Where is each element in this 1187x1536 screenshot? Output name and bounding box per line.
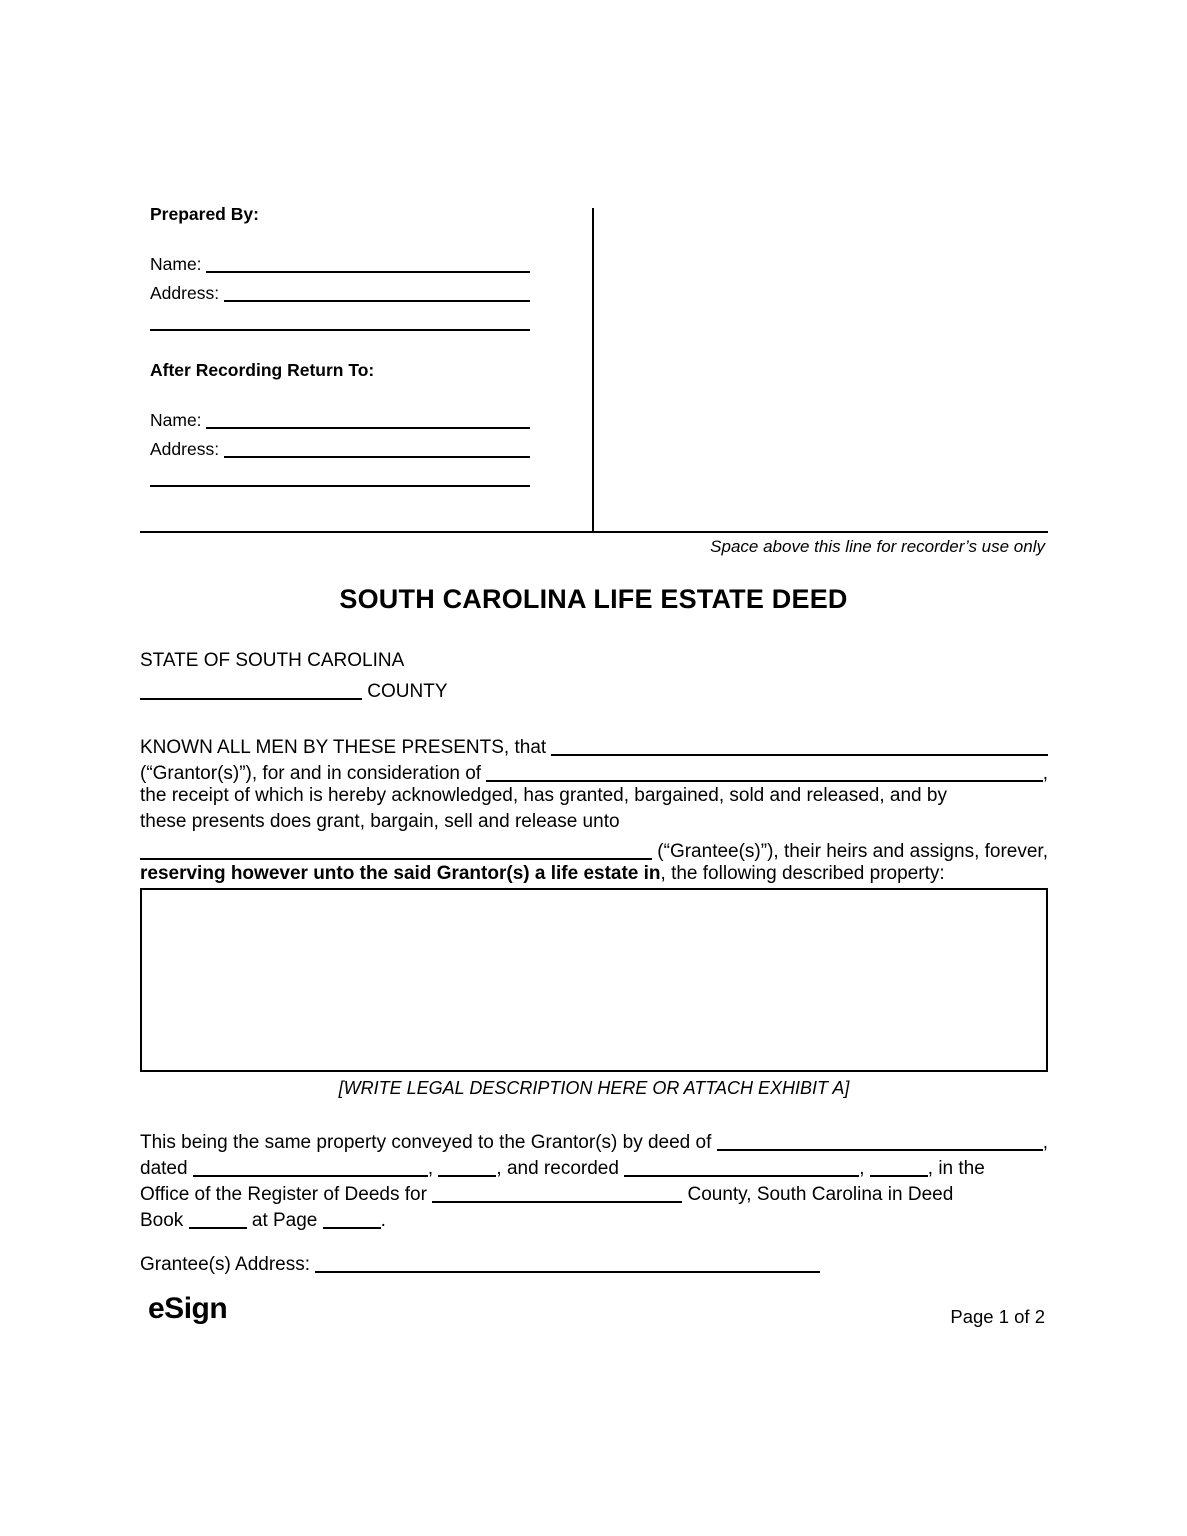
after-recording-heading: After Recording Return To: <box>150 360 375 380</box>
blank-field[interactable] <box>193 1155 428 1177</box>
text-line <box>140 861 1048 887</box>
text-segment: Office of the Register of Deeds for <box>140 1183 433 1205</box>
text-segment: , <box>859 1157 870 1179</box>
text-line <box>140 731 1048 757</box>
text-segment: , <box>427 1157 439 1179</box>
text-line <box>140 809 1048 835</box>
text-line <box>140 1178 1048 1204</box>
blank-field[interactable] <box>624 1155 859 1177</box>
text-segment: , the following described property: <box>660 863 945 884</box>
vertical-divider <box>592 208 594 533</box>
text-segment: , and recorded <box>496 1157 625 1179</box>
prepared-by-fields <box>150 250 530 337</box>
text-line <box>140 835 1048 861</box>
blank-field[interactable] <box>150 467 530 487</box>
text-segment: , <box>1042 762 1048 784</box>
text-line <box>150 250 530 279</box>
blank-field[interactable] <box>323 1207 381 1229</box>
blank-field[interactable] <box>870 1155 928 1177</box>
grantee-address-line <box>140 1248 1048 1274</box>
blank-field[interactable] <box>206 409 530 429</box>
page-indicator: Page 1 of 2 <box>950 1306 1045 1327</box>
granting-clause-paragraph <box>140 731 1048 887</box>
text-segment: STATE OF SOUTH CAROLINA <box>140 650 405 671</box>
legal-description-caption: [WRITE LEGAL DESCRIPTION HERE OR ATTACH EXHIBIT A] <box>338 1078 850 1098</box>
text-line <box>140 757 1048 783</box>
text-segment: . <box>380 1209 386 1231</box>
blank-field[interactable] <box>717 1129 1043 1151</box>
text-line <box>140 1248 1048 1274</box>
text-segment: Book <box>140 1209 189 1231</box>
blank-field[interactable] <box>140 838 652 860</box>
blank-field[interactable] <box>206 253 530 273</box>
blank-field[interactable] <box>140 678 362 700</box>
esign-logo: eSign <box>148 1292 228 1325</box>
text-segment: at Page <box>246 1209 323 1231</box>
text-line <box>140 675 1048 704</box>
blank-field[interactable] <box>315 1251 820 1273</box>
blank-field[interactable] <box>189 1207 247 1229</box>
conveyance-clause-paragraph <box>140 1126 1048 1230</box>
text-line <box>150 435 530 464</box>
text-segment: County, South Carolina in Deed <box>682 1183 954 1205</box>
prepared-by-heading: Prepared By: <box>150 204 259 224</box>
text-segment: Name: <box>150 410 207 431</box>
recorder-use-note: Space above this line for recorder’s use only <box>710 537 1045 556</box>
blank-field[interactable] <box>551 734 1048 756</box>
text-line <box>140 646 1048 675</box>
blank-field[interactable] <box>486 760 1042 782</box>
text-line <box>140 783 1048 809</box>
text-segment: KNOWN ALL MEN BY THESE PRESENTS, that <box>140 736 552 758</box>
bold-text-segment: reserving however unto the said Grantor(s) a life estate in <box>140 863 661 884</box>
text-segment: Name: <box>150 254 207 275</box>
text-segment: the receipt of which is hereby acknowledged, has granted, bargained, sold and released, and by <box>140 785 947 806</box>
text-line <box>140 1152 1048 1178</box>
text-segment: (“Grantee(s)”), their heirs and assigns, forever, <box>652 840 1048 862</box>
text-line <box>150 464 530 493</box>
text-segment: COUNTY <box>362 680 448 702</box>
text-segment: Address: <box>150 439 224 460</box>
text-segment: Address: <box>150 283 224 304</box>
text-segment: , <box>1042 1131 1048 1153</box>
blank-field[interactable] <box>432 1181 682 1203</box>
text-line <box>140 1126 1048 1152</box>
blank-field[interactable] <box>224 282 530 302</box>
document-title: SOUTH CAROLINA LIFE ESTATE DEED <box>339 584 848 614</box>
blank-field[interactable] <box>224 438 530 458</box>
text-segment: these presents does grant, bargain, sell and release unto <box>140 811 620 832</box>
state-county-block <box>140 646 1048 704</box>
blank-field[interactable] <box>438 1155 496 1177</box>
text-line <box>150 279 530 308</box>
text-segment: Grantee(s) Address: <box>140 1253 316 1275</box>
legal-description-box[interactable] <box>140 888 1048 1072</box>
after-recording-fields <box>150 406 530 493</box>
text-line <box>150 308 530 337</box>
text-segment: (“Grantor(s)”), for and in consideration of <box>140 762 487 784</box>
text-segment: dated <box>140 1157 193 1179</box>
text-line <box>150 406 530 435</box>
blank-field[interactable] <box>150 311 530 331</box>
text-segment: , in the <box>927 1157 985 1179</box>
recorder-divider-line <box>140 531 1048 533</box>
text-segment: This being the same property conveyed to the Grantor(s) by deed of <box>140 1131 717 1153</box>
